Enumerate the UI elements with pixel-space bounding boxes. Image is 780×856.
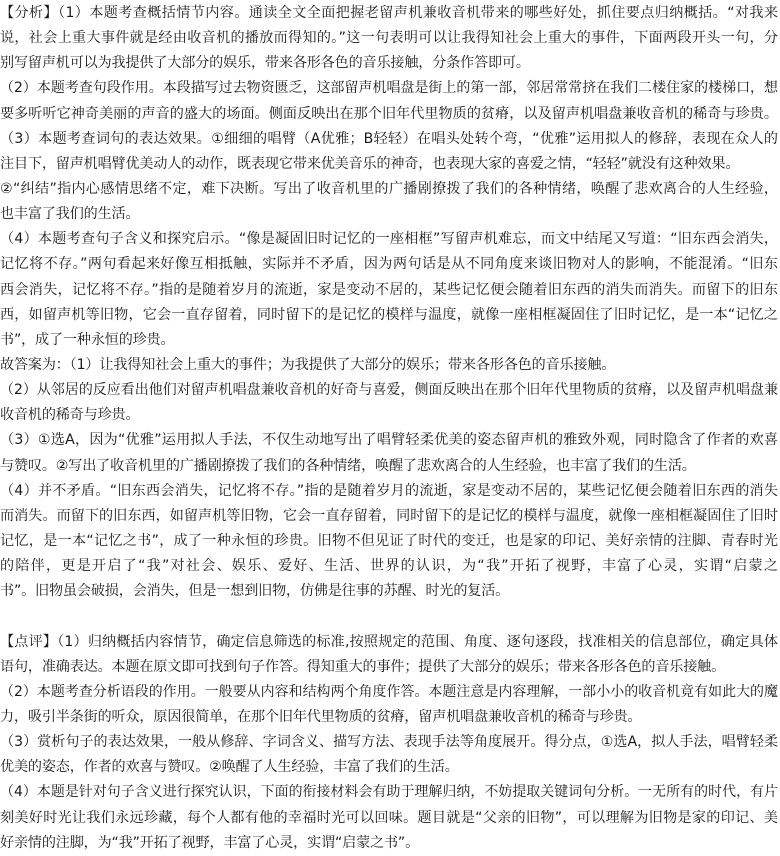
comment-text-line: 优美的姿态，作者的欢喜与赞叹。②唤醒了人生经验，丰富了我们的生活。 [0, 759, 459, 776]
analysis-text-line: 也丰富了我们的生活。 [0, 206, 140, 223]
analysis-text-line: 记忆，是一本“记忆之书”，成了一种永恒的珍贵。旧物不但见证了时代的变迁，也是家的印记、美好亲情的注脚、青春时光 [0, 532, 778, 549]
analysis-text-line: 西会消失，记忆将不存。”指的是随着岁月的流逝，家是变动不居的，某些记忆便会随着旧东西的消失而消失。而留下的旧东 [0, 281, 778, 298]
analysis-text-line: （3）本题考查词句的表达效果。①细细的唱臂（A优雅；B轻轻）在唱头处转个弯，“优雅”运用拟人的修辞，表现在众人的 [0, 130, 778, 147]
analysis-text-line: （4）本题考查句子含义和探究启示。“像是凝固旧时记忆的一座相框”写留声机难忘，而文中结尾又写道：“旧东西会消失， [0, 231, 778, 248]
analysis-text-line: ②“纠结”指内心感情思绪不定，难下决断。写出了收音机里的广播剧撩拨了我们的各种情绪，唤醒了悲欢离合的人生经验， [0, 180, 778, 197]
comment-text-line: （3）赏析句子的表达效果，一般从修辞、字词含义、描写方法、表现手法等角度展开。得分点，①选A，拟人手法，唱臂轻柔 [0, 734, 779, 751]
analysis-text-line: 与赞叹。②写出了收音机里的广播剧撩拨了我们的各种情绪，唤醒了悲欢离合的人生经验，也丰富了我们的生活。 [0, 457, 696, 474]
comment-text-line: （4）本题是针对句子含义进行探究认识，下面的衔接材料会有助于理解归纳，不妨提取关键词句分析。一无所有的时代，有片 [0, 784, 778, 801]
comment-text-line: （2）本题考查分析语段的作用。一般要从内容和结构两个角度作答。本题注意是内容理解，一部小小的收音机竟有如此大的魔 [0, 683, 778, 700]
analysis-text-line: 书”。旧物虽会破损，会消失，但是一想到旧物，仿佛是往事的苏醒、时光的复活。 [0, 583, 510, 600]
comment-text-line: 语句，准确表达。本题在原文即可找到句子作答。得知重大的事件；提供了大部分的娱乐；带来各形各色的音乐接触。 [0, 658, 726, 675]
analysis-text-line: 要多听听它神奇美丽的声音的盛大的场面。侧面反映出在那个旧年代里物质的贫瘠，以及留声机唱盘兼收音机的稀奇与珍贵。 [0, 105, 778, 122]
analysis-text-line: 的陪伴，更是开启了“我”对社会、娱乐、爱好、生活、世界的认识，为“我”开拓了视野，丰富了心灵，实谓“启蒙之 [0, 558, 778, 575]
analysis-text-line: （3）①选A，因为“优雅”运用拟人手法，不仅生动地写出了唱臂轻柔优美的姿态留声机的雅致外观，同时隐含了作者的欢喜 [0, 432, 778, 449]
comment-text-line: 刻美好时光让我们永远珍藏，每个人都有他的幸福时光可以回味。题目就是“父亲的旧物”，可以理解为旧物是家的印记、美 [0, 809, 778, 826]
analysis-text-line: 注目下，留声机唱臂优美动人的动作，既表现它带来优美音乐的神奇，也表现大家的喜爱之情，“轻轻”就没有这种效果。 [0, 155, 740, 172]
analysis-text-line: （2）本题考查句段作用。本段描写过去物资匮乏，这部留声机唱盘是街上的第一部，邻居常常挤在我们二楼住家的楼梯口，想 [0, 80, 778, 97]
analysis-text-line: 西，如留声机等旧物，它会一直存留着，同时留下的是记忆的模样与温度，就像一座相框凝固住了旧时记忆，是一本“记忆之 [0, 306, 778, 323]
analysis-text-line: （4）并不矛盾。“旧东西会消失，记忆将不存。”指的是随着岁月的流逝，家是变动不居的，某些记忆便会随着旧东西的消失 [0, 482, 778, 499]
analysis-text-line: 说，社会上重大事件就是经由收音机的播放而得知的。”这一句表明可以让我得知社会上重大的事件，下面两段开头一句，分 [0, 30, 778, 47]
analysis-text-line: 【分析】（1）本题考查概括情节内容。通读全文全面把握老留声机兼收音机带来的哪些好处，抓住要点归纳概括。“对我来 [0, 5, 778, 21]
analysis-text-line: 书”，成了一种永恒的珍贵。 [0, 331, 175, 348]
analysis-text-line: 记忆将不存。”两句看起来好像互相抵触，实际并不矛盾，因为两句话是从不同角度来谈旧物对人的影响，不能混淆。“旧东 [0, 256, 778, 273]
analysis-text-line: 别写留声机可以为我提供了大部分的娱乐，带来各形各色的音乐接触，分条作答即可。 [0, 55, 530, 72]
analysis-section [0, 1, 778, 604]
comment-text-line: 【点评】（1）归纳概括内容情节，确定信息筛选的标准,按照规定的范围、角度、逐句逐段，找准相关的信息部位，确定具体 [0, 633, 778, 650]
comment-text-line: 好亲情的注脚，为“我”开拓了视野，丰富了心灵，实谓“启蒙之书”。 [0, 834, 420, 851]
comment-text-line: 力，吸引半条街的听众，原因很简单，在那个旧年代里物质的贫瘠，留声机唱盘兼收音机的稀奇与珍贵。 [0, 708, 642, 725]
analysis-text-line: 故答案为：（1）让我得知社会上重大的事件；为我提供了大部分的娱乐；带来各形各色的音乐接触。 [0, 356, 616, 373]
comment-section [0, 630, 778, 856]
analysis-text-line: 而消失。而留下的旧东西，如留声机等旧物，它会一直存留着，同时留下的是记忆的模样与温度，就像一座相框凝固住了旧时 [0, 507, 778, 524]
section-spacer [0, 604, 778, 629]
analysis-text-line: （2）从邻居的反应看出他们对留声机唱盘兼收音机的好奇与喜爱，侧面反映出在那个旧年代里物质的贫瘠，以及留声机唱盘兼 [0, 382, 778, 399]
analysis-text-line: 收音机的稀奇与珍贵。 [0, 407, 140, 424]
